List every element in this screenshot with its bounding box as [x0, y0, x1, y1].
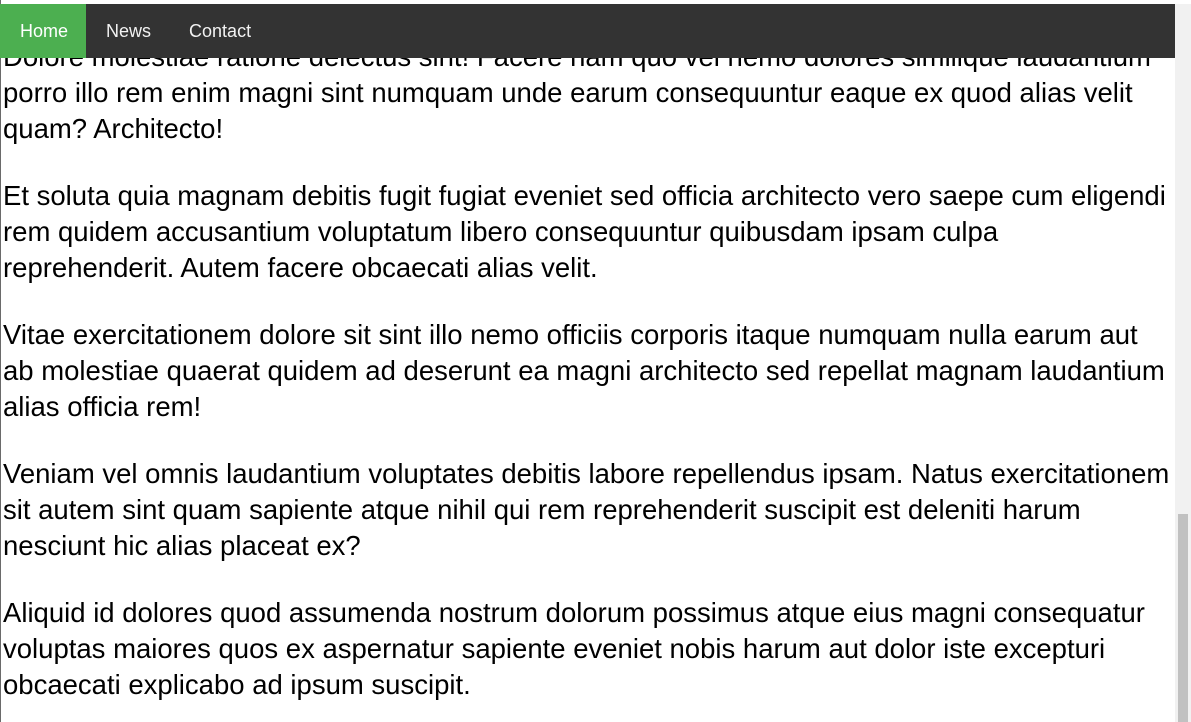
- paragraph: porro illo rem enim magni sint numquam unde earum consequuntur eaque ex quod alias velit quam? Architecto!: [3, 77, 1133, 144]
- top-navbar: [0, 4, 1175, 58]
- nav-link-news[interactable]: News: [106, 20, 152, 41]
- left-edge: [0, 0, 1, 722]
- scrollbar-thumb[interactable]: [1178, 514, 1188, 722]
- nav-link-contact[interactable]: Contact: [189, 20, 252, 41]
- paragraph: Et soluta quia magnam debitis fugit fugiat eveniet sed officia architecto vero saepe cum eligendi rem quidem accusantium voluptatum libero consequuntur quibusdam ipsam culpa reprehenderit. Autem facere obcaecati alias velit.: [3, 180, 1166, 283]
- page-content: [3, 39, 1175, 722]
- vertical-scrollbar[interactable]: [1175, 4, 1191, 722]
- paragraph: Veniam vel omnis laudantium voluptates debitis labore repellendus ipsam. Natus exercitationem sit autem sint quam sapiente atque nihil qui rem reprehenderit suscipit est deleniti harum nesciunt hic alias placeat ex?: [3, 458, 1170, 561]
- nav-link-home[interactable]: Home: [0, 4, 86, 58]
- paragraph: Vitae exercitationem dolore sit sint illo nemo officiis corporis itaque numquam nulla earum aut ab molestiae quaerat quidem ad deserunt ea magni architecto sed repellat magnam laudantium alias officia rem!: [3, 319, 1165, 422]
- paragraph: Aliquid id dolores quod assumenda nostrum dolorum possimus atque eius magni consequatur voluptas maiores quos ex aspernatur sapiente eveniet nobis harum aut dolor iste excepturi obcaecati explicabo ad ipsum suscipit.: [3, 597, 1145, 700]
